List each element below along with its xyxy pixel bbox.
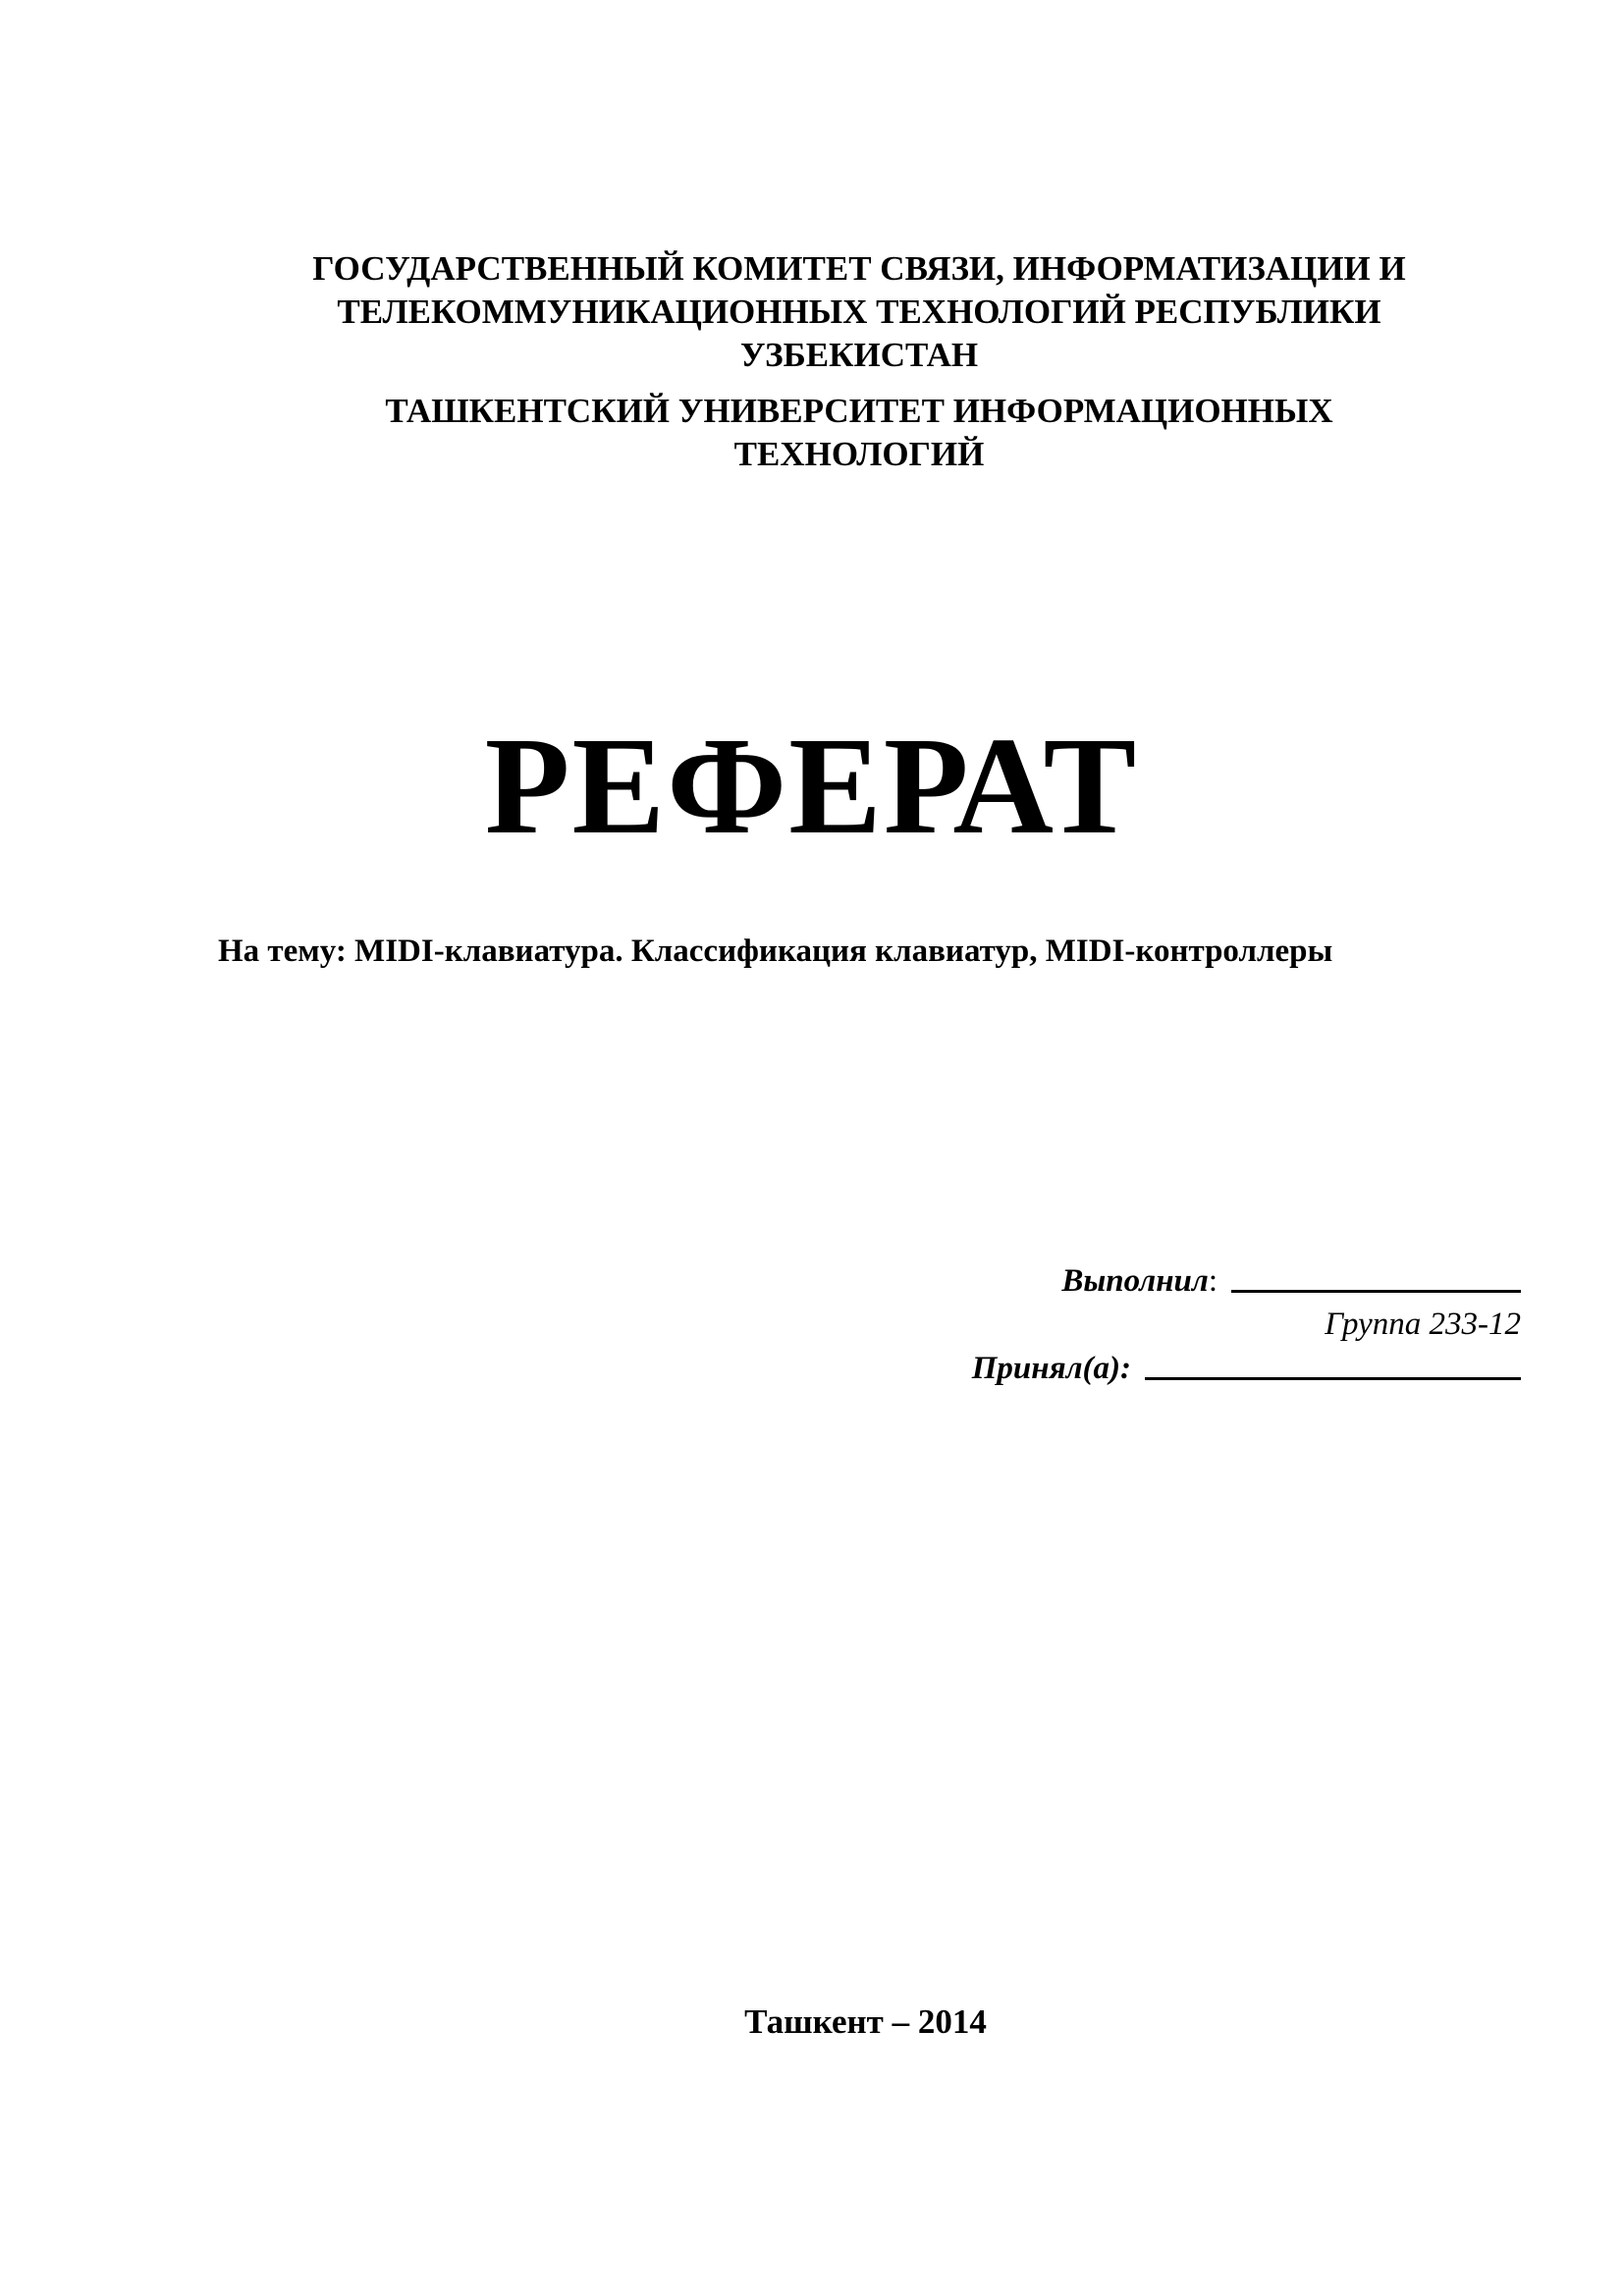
- university-heading: [196, 390, 1522, 476]
- city-year-footer: Ташкент – 2014: [744, 2002, 987, 2041]
- university-line-1: ТАШКЕНТСКИЙ УНИВЕРСИТЕТ ИНФОРМАЦИОННЫХ: [385, 392, 1333, 430]
- committee-line-3: УЗБЕКИСТАН: [739, 336, 979, 374]
- committee-line-1: ГОСУДАРСТВЕННЫЙ КОМИТЕТ СВЯЗИ, ИНФОРМАТИЗАЦИИ И: [312, 249, 1406, 288]
- committee-heading: [196, 247, 1522, 377]
- document-topic: На тему: MIDI-клавиатура. Классификация клавиатур, MIDI-контроллеры: [218, 934, 1333, 969]
- completed-by-signature-line: [1231, 1260, 1521, 1293]
- document-title: РЕФЕРАТ: [484, 708, 1139, 863]
- university-line-2: ТЕХНОЛОГИЙ: [733, 435, 985, 473]
- accepted-by-signature-line: [1145, 1348, 1521, 1380]
- completed-by-row: [735, 1258, 1521, 1303]
- completed-by-label: Выполнил: [1061, 1263, 1209, 1299]
- accepted-by-label: Принял(а):: [971, 1351, 1131, 1386]
- group-number: Группа 233-12: [1325, 1307, 1521, 1342]
- signature-block: [735, 1258, 1521, 1390]
- completed-by-colon: :: [1208, 1263, 1217, 1299]
- accepted-by-row: [735, 1346, 1521, 1390]
- committee-line-2: ТЕЛЕКОММУНИКАЦИОННЫХ ТЕХНОЛОГИЙ РЕСПУБЛИКИ: [337, 293, 1381, 331]
